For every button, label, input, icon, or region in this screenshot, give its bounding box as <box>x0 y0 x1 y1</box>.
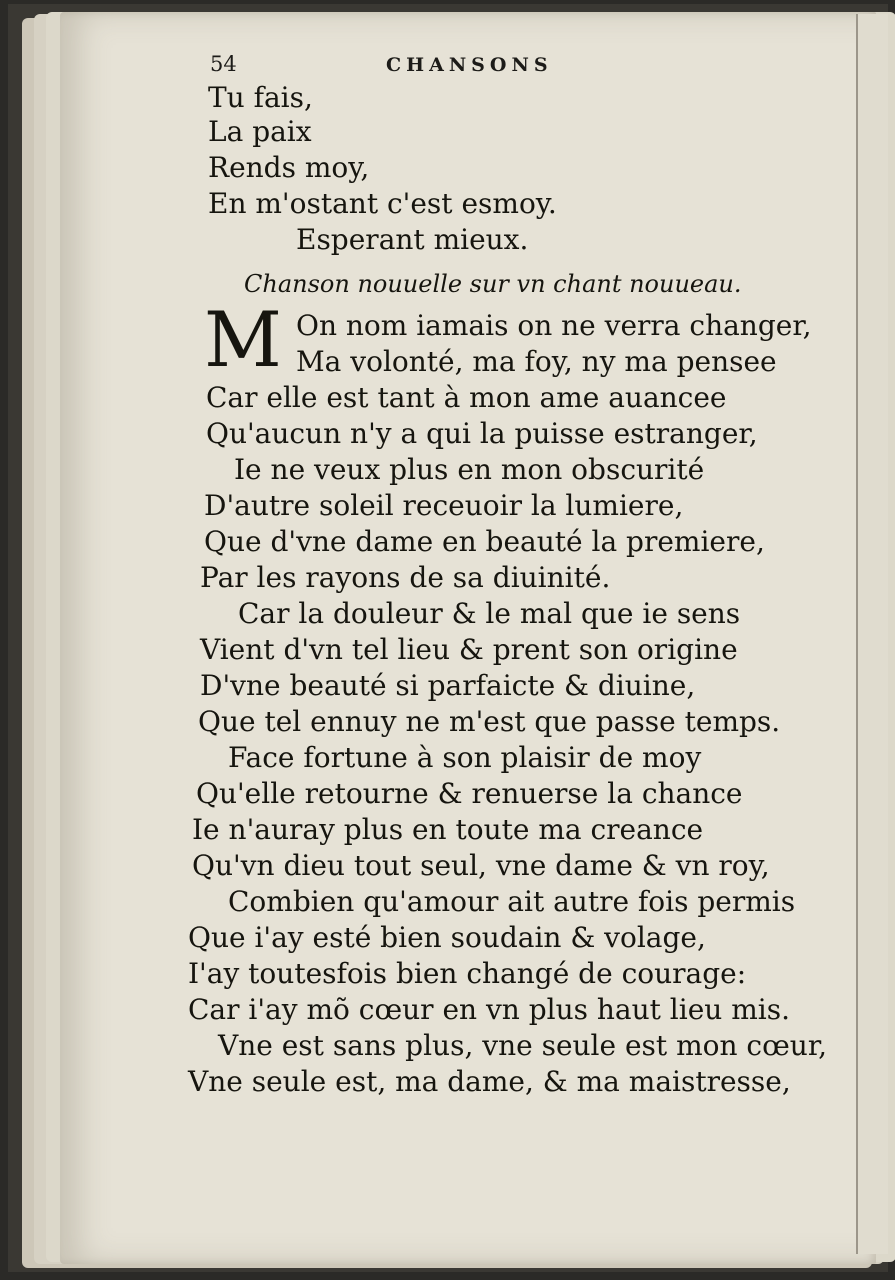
verse-line: En m'ostant c'est esmoy. <box>208 187 557 220</box>
running-head: CHANSONS <box>386 54 553 76</box>
song-line: Car elle est tant à mon ame auancee <box>206 381 727 414</box>
closing-motto: Esperant mieux. <box>296 223 529 256</box>
song-line: Combien qu'amour ait autre fois permis <box>228 885 796 918</box>
drop-cap: M <box>204 295 282 384</box>
verse-line: La paix <box>208 115 312 148</box>
song-line: On nom iamais on ne verra changer, <box>296 309 812 342</box>
verse-line: Tu fais, <box>208 81 313 114</box>
song-line: I'ay toutesfois bien changé de courage: <box>188 957 747 990</box>
song-line: Vient d'vn tel lieu & prent son origine <box>200 633 738 666</box>
song-line: Qu'vn dieu tout seul, vne dame & vn roy, <box>192 849 770 882</box>
song-line: Par les rayons de sa diuinité. <box>200 561 611 594</box>
song-line: Vne seule est, ma dame, & ma maistresse, <box>188 1065 791 1098</box>
song-line: Face fortune à son plaisir de moy <box>228 741 702 774</box>
song-title: Chanson nouuelle sur vn chant nouueau. <box>244 270 742 298</box>
song-line: Qu'elle retourne & renuerse la chance <box>196 777 743 810</box>
song-line: Vne est sans plus, vne seule est mon cœur, <box>218 1029 828 1062</box>
song-line: Ma volonté, ma foy, ny ma pensee <box>296 345 777 378</box>
song-line: Ie n'auray plus en toute ma creance <box>192 813 704 846</box>
song-line: Ie ne veux plus en mon obscurité <box>234 453 705 486</box>
song-line: Que d'vne dame en beauté la premiere, <box>204 525 765 558</box>
song-line: Qu'aucun n'y a qui la puisse estranger, <box>206 417 758 450</box>
song-line: Que i'ay esté bien soudain & volage, <box>188 921 706 954</box>
song-line: D'vne beauté si parfaicte & diuine, <box>200 669 696 702</box>
song-line: Car i'ay mõ cœur en vn plus haut lieu mis. <box>188 993 790 1026</box>
page-number: 54 <box>210 52 237 76</box>
song-line: D'autre soleil receuoir la lumiere, <box>204 489 684 522</box>
song-line: Car la douleur & le mal que ie sens <box>238 597 741 630</box>
verse-line: Rends moy, <box>208 151 370 184</box>
song-line: Que tel ennuy ne m'est que passe temps. <box>198 705 781 738</box>
